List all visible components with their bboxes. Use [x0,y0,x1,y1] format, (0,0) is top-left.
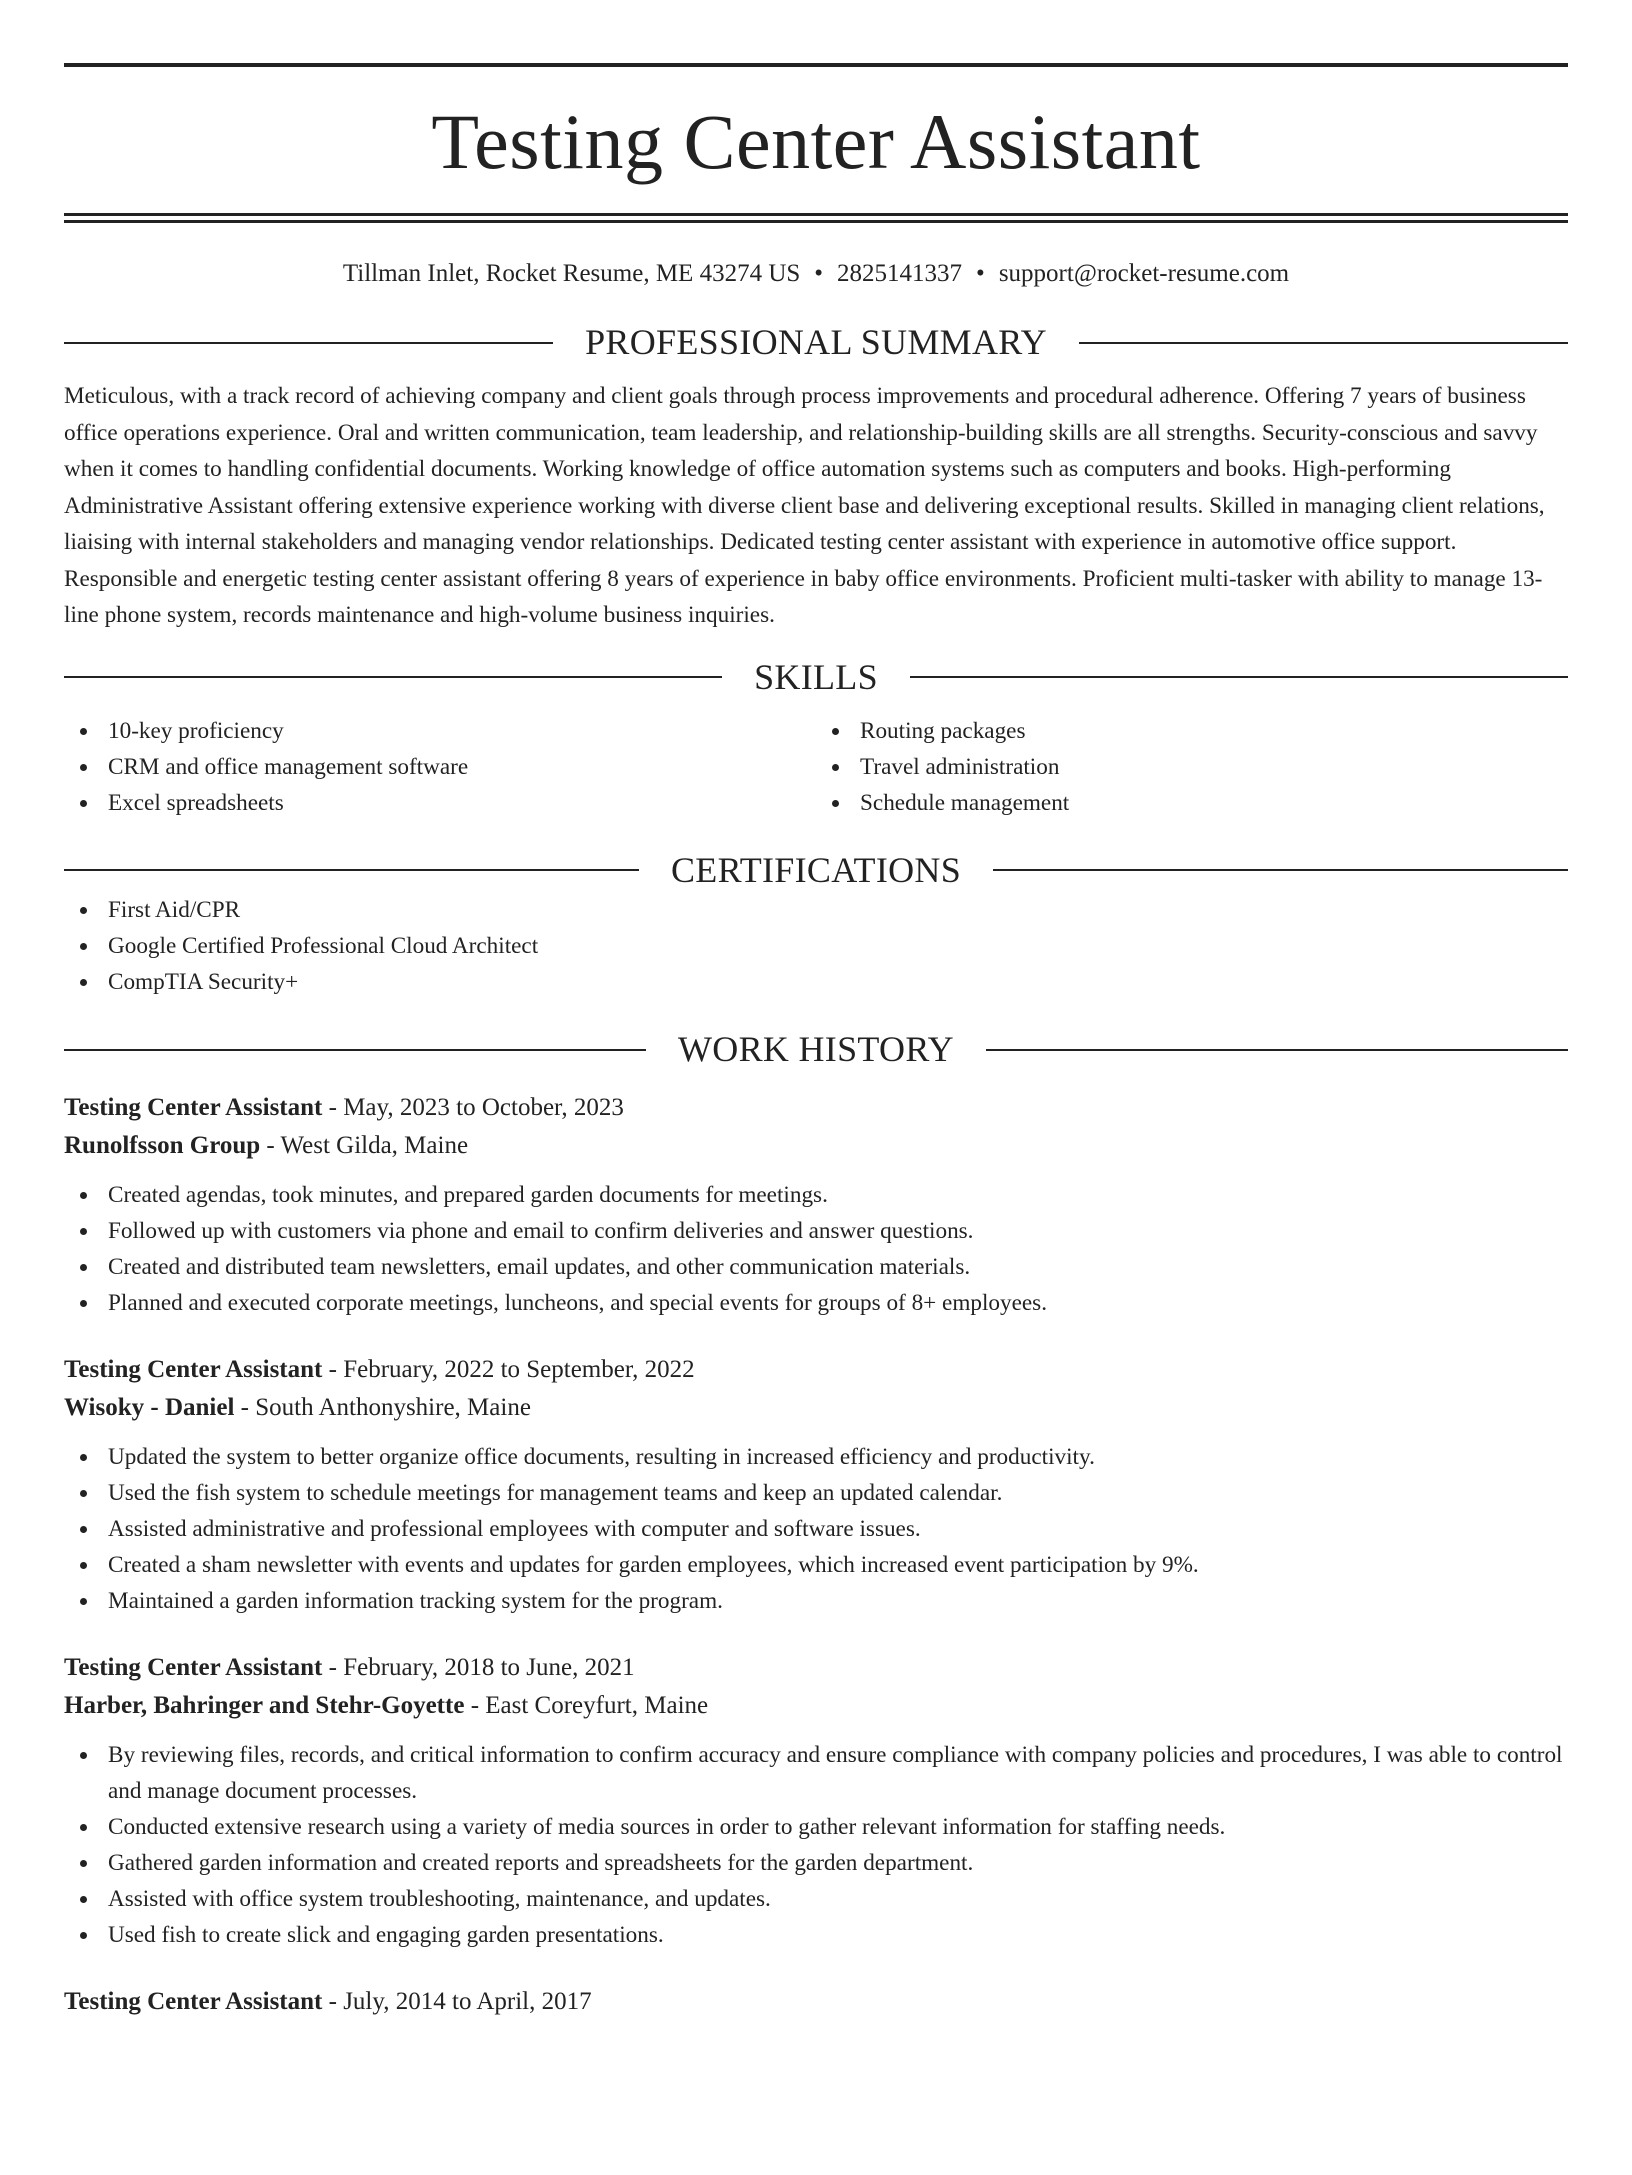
job-title-line [64,1649,1568,1687]
job-duty-item: Followed up with customers via phone and email to confirm deliveries and answer questions. [64,1213,1568,1249]
contact-separator: • [814,260,824,287]
heading-rule-right [1079,342,1568,344]
job-duty-item: Conducted extensive research using a variety of media sources in order to gather relevant information for staffing needs. [64,1809,1568,1845]
skills-column-right [816,713,1568,821]
job-company: Runolfsson Group [64,1132,261,1160]
work-history-heading-title: WORK HISTORY [678,1029,954,1070]
skills-heading-title: SKILLS [754,656,878,697]
job-location: - South Anthonyshire, Maine [234,1394,531,1422]
resume-name: Testing Center Assistant [431,98,1201,185]
contact-line [64,259,1568,289]
job-company-line [64,1687,1568,1725]
job-duties [64,1439,1568,1619]
contact-separator: • [976,260,985,287]
heading-rule-left [64,869,639,871]
certifications-heading [64,849,1568,892]
job-location: - East Coreyfurt, Maine [464,1692,709,1720]
skill-item: CRM and office management software [64,749,816,785]
heading-rule-left [64,342,553,344]
job-dates: - July, 2014 to April, 2017 [322,1988,592,2016]
job-entry [64,1089,1568,1321]
job-title: Testing Center Assistant [64,1988,323,2016]
job-entry [64,1649,1568,1953]
heading-rule-left [64,676,722,678]
job-company: Harber, Bahringer and Stehr-Goyette [64,1692,465,1720]
job-duties [64,1737,1568,1953]
contact-address: Tillman Inlet, Rocket Resume, ME 43274 US [342,260,801,287]
job-company-line [64,1127,1568,1165]
resume-page [0,63,1632,2175]
skills-column-left [64,713,816,821]
skills-list [64,713,1568,821]
job-title: Testing Center Assistant [64,1356,323,1384]
skill-item: Travel administration [816,749,1568,785]
certification-item: Google Certified Professional Cloud Architect [64,928,1568,964]
heading-rule-right [910,676,1568,678]
summary-heading-title: PROFESSIONAL SUMMARY [585,322,1047,362]
job-entry [64,1983,1568,2021]
job-title-line [64,1983,1568,2021]
job-duty-item: Gathered garden information and created reports and spreadsheets for the garden department. [64,1845,1568,1881]
job-company-line [64,1389,1568,1427]
certification-item: CompTIA Security+ [64,964,1568,1000]
certification-item: First Aid/CPR [64,892,1568,928]
double-rule [64,213,1568,223]
job-duty-item: Assisted administrative and professional employees with computer and software issues. [64,1511,1568,1547]
job-title-line [64,1351,1568,1389]
job-duty-item: Maintained a garden information tracking system for the program. [64,1583,1568,1619]
job-duty-item: Created and distributed team newsletters, email updates, and other communication materials. [64,1249,1568,1285]
skill-item: Routing packages [816,713,1568,749]
summary-heading [64,321,1568,364]
job-title: Testing Center Assistant [64,1094,323,1122]
job-entry [64,1351,1568,1619]
job-duty-item: Updated the system to better organize office documents, resulting in increased efficiency and productivity. [64,1439,1568,1475]
job-title-line [64,1089,1568,1127]
job-location: - West Gilda, Maine [260,1132,469,1160]
certifications-heading-title: CERTIFICATIONS [670,849,962,890]
job-duty-item: Used the fish system to schedule meetings for management teams and keep an updated calendar. [64,1475,1568,1511]
job-duty-item: Used fish to create slick and engaging garden presentations. [64,1917,1568,1953]
heading-rule-right [986,1049,1568,1051]
job-duty-item: By reviewing files, records, and critical information to confirm accuracy and ensure compliance with company policies and procedures, I was able to control and manage document processes. [64,1737,1568,1809]
job-dates: - May, 2023 to October, 2023 [322,1094,624,1122]
skill-item: Schedule management [816,785,1568,821]
job-duty-item: Created a sham newsletter with events and updates for garden employees, which increased event participation by 9%. [64,1547,1568,1583]
work-history-heading [64,1028,1568,1071]
job-duty-item: Planned and executed corporate meetings, luncheons, and special events for groups of 8+ employees. [64,1285,1568,1321]
heading-rule-left [64,1049,646,1051]
job-duty-item: Assisted with office system troubleshooting, maintenance, and updates. [64,1881,1568,1917]
top-rule [64,63,1568,67]
contact-phone: 2825141337 [837,260,963,287]
job-company: Wisoky - Daniel [64,1394,235,1422]
skill-item: 10-key proficiency [64,713,816,749]
job-duties [64,1177,1568,1321]
skill-item: Excel spreadsheets [64,785,816,821]
heading-rule-right [993,869,1568,871]
job-title: Testing Center Assistant [64,1654,323,1682]
skills-heading [64,656,1568,699]
summary-text: Meticulous, with a track record of achieving company and client goals through process improvements and procedural adherence. Offering 7 years of business office operations experience. Oral and written communication, team leadership, and relationship-building skills are all strengths. Security-conscious and savvy when it comes to handling confidential documents. Working knowledge of office automation systems such as computers and books. High-performing Administrative Assistant offering extensive experience working with diverse client base and delivering exceptional results. Skilled in managing client relations, liaising with internal stakeholders and managing vendor relationships. Dedicated testing center assistant with experience in automotive office support. Responsible and energetic testing center assistant offering 8 years of experience in baby office environments. Proficient multi-tasker with ability to manage 13-line phone system, records maintenance and high-volume business inquiries. [64,383,1545,629]
job-dates: - February, 2022 to September, 2022 [322,1356,695,1384]
job-dates: - February, 2018 to June, 2021 [322,1654,635,1682]
contact-email: support@rocket-resume.com [998,260,1290,287]
job-duty-item: Created agendas, took minutes, and prepared garden documents for meetings. [64,1177,1568,1213]
certifications-list [64,892,1568,1000]
